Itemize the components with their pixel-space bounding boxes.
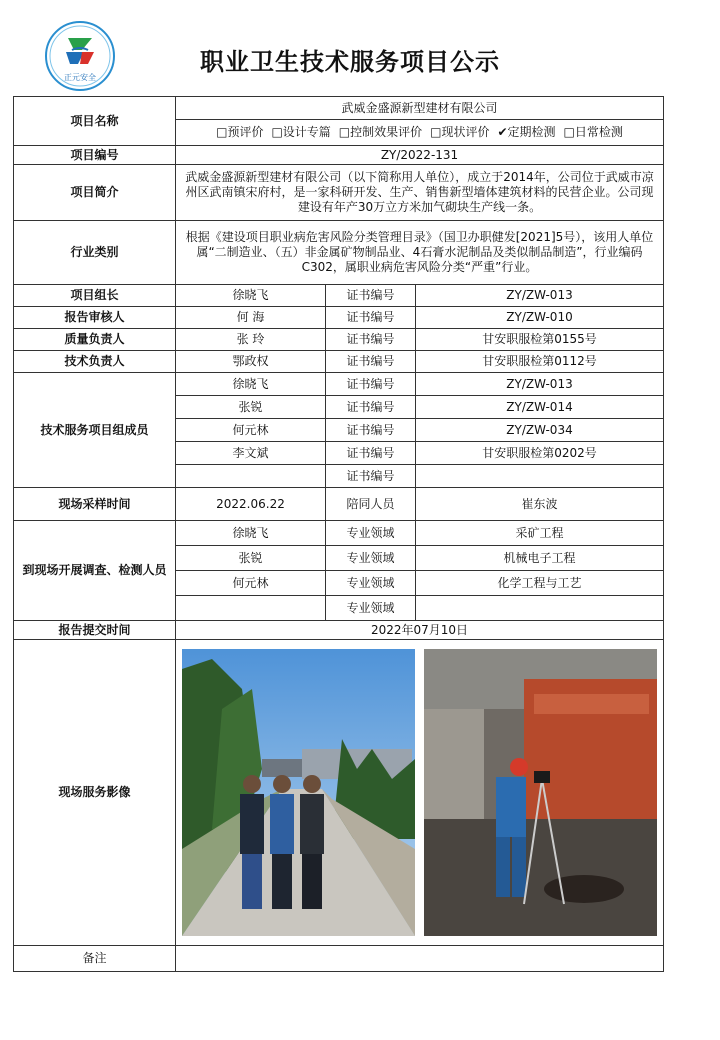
accompany-label: 陪同人员 [326,488,416,521]
page-title: 职业卫生技术服务项目公示 [200,48,500,76]
members-label: 技术服务项目组成员 [14,373,176,488]
member-name: 何元林 [176,419,326,442]
field-person-name: 徐晓飞 [176,521,326,546]
service-type-options [176,120,664,146]
remark-label: 备注 [14,946,176,972]
member-cert: ZY/ZW-034 [416,419,664,442]
domain-label: 专业领域 [326,546,416,571]
submit-time-value: 2022年07月10日 [176,621,664,640]
accompany-value: 崔东波 [416,488,664,521]
option-pre-evaluation: □预评价 [216,125,264,139]
project-intro-label: 项目简介 [14,165,176,221]
cert-label: 证书编号 [326,307,416,329]
option-design-chapter: □设计专篇 [271,125,331,139]
cert-label: 证书编号 [326,419,416,442]
project-number-label: 项目编号 [14,146,176,165]
role-cert: 甘安职服检第0112号 [416,351,664,373]
cert-label: 证书编号 [326,396,416,419]
role-cert: ZY/ZW-010 [416,307,664,329]
cert-label: 证书编号 [326,351,416,373]
role-label: 报告审核人 [14,307,176,329]
member-cert: ZY/ZW-013 [416,373,664,396]
option-periodic-detection: ✔定期检测 [497,125,556,139]
svg-text:正元安全: 正元安全 [64,73,96,82]
field-person-domain: 化学工程与工艺 [416,571,664,596]
option-daily-detection: □日常检测 [563,125,623,139]
cert-label: 证书编号 [326,442,416,465]
field-person-domain: 机械电子工程 [416,546,664,571]
domain-label: 专业领域 [326,571,416,596]
member-name [176,465,326,488]
role-label: 质量负责人 [14,329,176,351]
role-name: 鄂政权 [176,351,326,373]
remark-value [176,946,664,972]
project-number-value: ZY/2022-131 [176,146,664,165]
role-name: 何 海 [176,307,326,329]
header [0,0,720,96]
role-name: 张 玲 [176,329,326,351]
member-name: 张锐 [176,396,326,419]
role-cert: ZY/ZW-013 [416,285,664,307]
member-name: 李文斌 [176,442,326,465]
project-name-label: 项目名称 [14,97,176,146]
cert-label: 证书编号 [326,373,416,396]
option-status-evaluation: □现状评价 [430,125,490,139]
sampling-date: 2022.06.22 [176,488,326,521]
industry-value: 根据《建设项目职业病危害风险分类管理目录》（国卫办职健发[2021]5号），该用人单位属“二制造业、（五）非金属矿物制品业、4石膏水泥制品及类似制品制造”，行业编码C302，属职业病危害风险分类“严重”行业。 [176,221,664,285]
field-person-name: 何元林 [176,571,326,596]
sampling-time-label: 现场采样时间 [14,488,176,521]
field-staff-label: 到现场开展调查、检测人员 [14,521,176,621]
member-cert: 甘安职服检第0202号 [416,442,664,465]
member-cert: ZY/ZW-014 [416,396,664,419]
member-name: 徐晓飞 [176,373,326,396]
site-photo-detection [424,649,657,936]
images-cell [176,640,664,946]
project-intro-value: 武威金盛源新型建材有限公司（以下简称用人单位），成立于2014年，公司位于武威市凉州区武南镇宋府村，是一家科研开发、生产、销售新型墙体建筑材料的民营企业。公司现建设有年产30万立方米加气砌块生产线一条。 [176,165,664,221]
project-name-value: 武威金盛源新型建材有限公司 [176,97,664,120]
industry-label: 行业类别 [14,221,176,285]
member-cert [416,465,664,488]
domain-label: 专业领域 [326,521,416,546]
field-person-domain [416,596,664,621]
field-person-name: 张锐 [176,546,326,571]
disclosure-table [13,96,664,972]
site-photo-team [182,649,415,936]
domain-label: 专业领域 [326,596,416,621]
field-person-domain: 采矿工程 [416,521,664,546]
role-cert: 甘安职服检第0155号 [416,329,664,351]
submit-time-label: 报告提交时间 [14,621,176,640]
cert-label: 证书编号 [326,465,416,488]
cert-label: 证书编号 [326,329,416,351]
company-logo [44,20,116,92]
role-label: 技术负责人 [14,351,176,373]
role-label: 项目组长 [14,285,176,307]
images-label: 现场服务影像 [14,640,176,946]
role-name: 徐晓飞 [176,285,326,307]
field-person-name [176,596,326,621]
option-control-effect: □控制效果评价 [338,125,423,139]
cert-label: 证书编号 [326,285,416,307]
